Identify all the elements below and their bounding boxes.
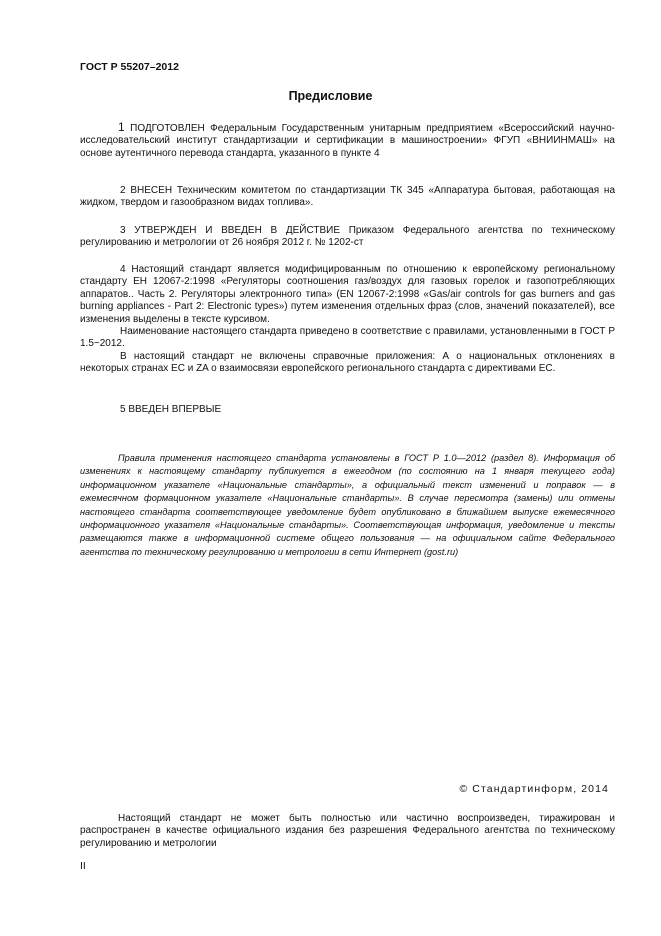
item-1-text: ПОДГОТОВЛЕН Федеральным Государственным унитарным предприятием «Всероссийский научно-исследовательский институт стандартизации и сертификации в машиностроении» ФГУП «ВНИИНМАШ» на основе аутентичного перевода стандарта, указанного в пункте 4 [80, 123, 616, 159]
item-2-text: 2 ВНЕСЕН Техническим комитетом по стандартизации ТК 345 «Аппаратура бытовая, работающая на жидком, твердом и газообразном видах топлива». [80, 185, 615, 209]
usage-notice [80, 452, 615, 559]
item-4-annex-note: В настоящий стандарт не включены справочные приложения: А о национальных отклонениях в некоторых странах ЕС и ZA о взаимосвязи европейского регионального стандарта с директивами ЕС. [80, 350, 615, 375]
page-number: II [80, 860, 86, 872]
item-3-text: 3 УТВЕРЖДЕН И ВВЕДЕН В ДЕЙСТВИЕ Приказом Федерального агентства по техническому регулированию и метрологии от 26 ноября 2012 г. № 1202-ст [80, 225, 615, 249]
standard-code: ГОСТ Р 55207–2012 [80, 61, 179, 73]
item-4-name-note: Наименование настоящего стандарта приведено в соответствие с правилами, установленными в ГОСТ Р 1.5−2012. [80, 326, 615, 350]
item-1-number: 1 [118, 120, 125, 134]
item-1 [80, 121, 615, 160]
usage-notice-text: Правила применения настоящего стандарта установлены в ГОСТ Р 1.0—2012 (раздел 8). Информация об изменениях к настоящему стандарту публикуется в ежегодном (по состоянию на 1 января текущего года) информационном указателе «Национальные стандарты», а официальный текст изменений и поправок — в ежемесячном формационном указателе «Национальные стандарты». В случае пересмотра (замены) или отмены настоящего стандарта соответствующее уведомление будет опубликовано в ближайшем выпуске ежемесячного информационного указателя «Национальные стандарты». Соответствующая информация, уведомление и тексты размещаются также в информационной системе общего пользования — на официальном сайте Федерального агентства по техническому регулированию и метрологии в сети Интернет (gost.ru) [80, 453, 615, 557]
item-4 [80, 264, 615, 376]
item-3 [80, 225, 615, 250]
reproduction-notice-text: Настоящий стандарт не может быть полностью или частично воспроизведен, тиражирован и распространен в качестве официального издания без разрешения Федерального агентства по техническому регулированию и метрологии [80, 813, 615, 849]
copyright: © Стандартинформ, 2014 [459, 783, 609, 795]
item-5-text: 5 ВВЕДЕН ВПЕРВЫЕ [120, 404, 222, 415]
item-2 [80, 185, 615, 210]
page-title: Предисловие [288, 89, 373, 103]
item-4-text: 4 Настоящий стандарт является модифицированным по отношению к европейскому региональному стандарту ЕН 12067-2:1998 «Регуляторы соотношения газ/воздух для газовых горелок и газопотребляющих аппаратов.. Часть 2. Регуляторы электронного типа» (EN 12067-2:1998 «Gas/air controls for gas burners and gas burning appliances - Part 2: Electronic types») путем изменения отдельных фраз (слов, значений показателей), все изменения выделены в тексте курсивом. [80, 264, 615, 325]
item-5 [80, 404, 615, 416]
reproduction-notice [80, 813, 615, 850]
